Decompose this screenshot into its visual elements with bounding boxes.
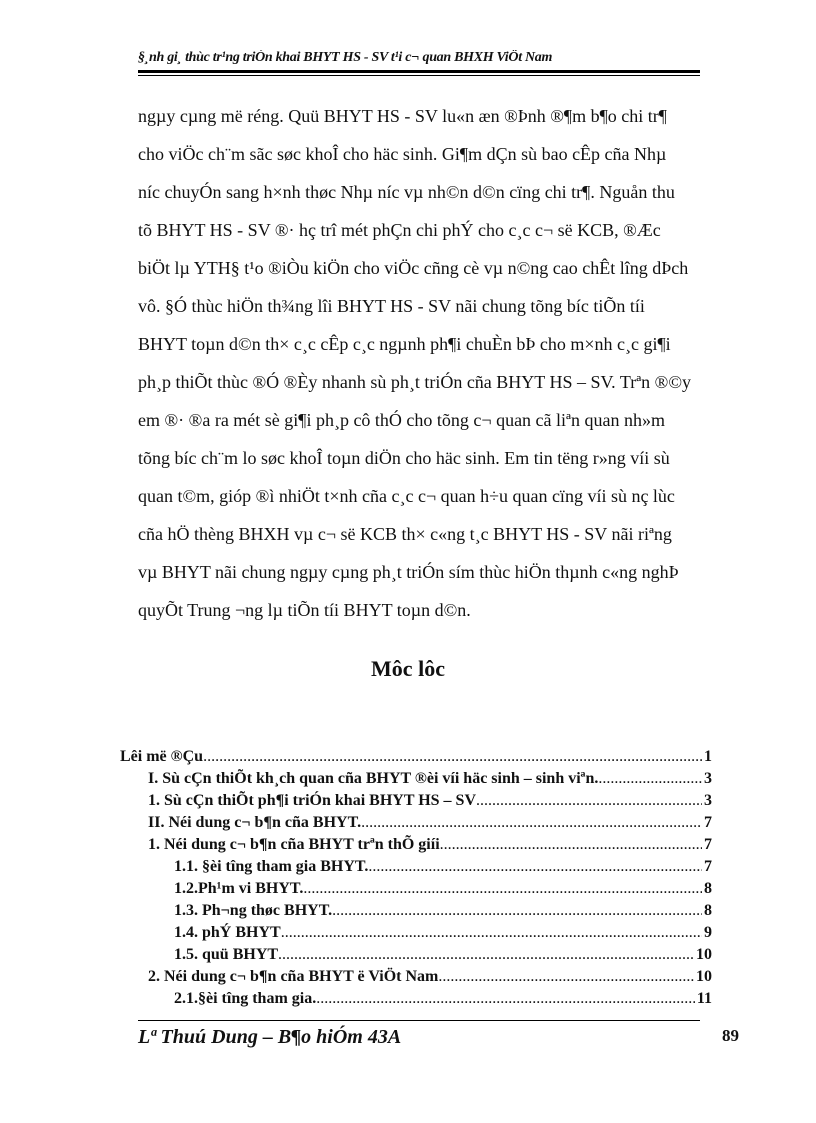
body-line: ngµy cµng më réng. Quü BHYT HS - SV lu«n æn ®Þnh ®¶m b¶o chi tr¶: [138, 106, 667, 126]
toc-entry-page: 10: [696, 946, 712, 963]
toc-entry[interactable]: [120, 768, 712, 790]
toc-entry-page: 7: [704, 814, 712, 831]
toc-entry[interactable]: [120, 834, 712, 856]
toc-entry-label: 1. Sù cÇn thiÕt ph¶i triÓn khai BHYT HS – SV: [148, 792, 476, 809]
toc-entry[interactable]: [120, 944, 712, 966]
running-title: §¸nh gi¸ thùc tr¹ng triÓn khai BHYT HS - SV t¹i c¬ quan BHXH ViÖt Nam: [138, 50, 553, 65]
toc-title: Môc lôc: [371, 656, 445, 681]
toc-entry-label: 1.2.Ph¹m vi BHYT.: [174, 880, 304, 897]
toc-entry-label: I. Sù cÇn thiÕt kh¸ch quan cña BHYT ®èi víi häc sinh – sinh viªn.: [148, 770, 599, 787]
toc-dot-leader: [303, 878, 702, 900]
toc-entry-page: 10: [696, 968, 712, 985]
body-line: cho viÖc ch¨m sãc søc khoÎ cho häc sinh. Gi¶m dÇn sù bao cÊp cña Nhµ: [138, 144, 667, 164]
footer-author: Lª Thuú Dung – B¶o hiÓm 43A: [138, 1026, 402, 1048]
toc-entry-page: 8: [704, 880, 712, 897]
toc-entry-page: 7: [704, 858, 712, 875]
toc-entry-label: 2.1.§èi tîng tham gia.: [174, 990, 317, 1007]
toc-dot-leader: [361, 812, 702, 834]
toc-entry-page: 1: [704, 748, 712, 765]
body-line: tõng bíc ch¨m lo søc khoÎ toµn diÖn cho häc sinh. Em tin tëng r»ng víi sù: [138, 448, 670, 468]
toc-dot-leader: [281, 922, 702, 944]
toc-entry[interactable]: [120, 966, 712, 988]
body-line: ph¸p thiÕt thùc ®Ó ®Èy nhanh sù ph¸t triÓn cña BHYT HS – SV. Trªn ®©y: [138, 372, 692, 392]
toc-entry-label: 2. Néi dung c¬ b¶n cña BHYT ë ViÖt Nam: [148, 968, 439, 985]
toc-dot-leader: [476, 790, 702, 812]
body-line: em ®· ®a ra mét sè gi¶i ph¸p cô thÓ cho tõng c¬ quan cã liªn quan nh»m: [138, 410, 665, 430]
body-line: níc chuyÓn sang h×nh thøc Nhµ níc vµ nh©n d©n cïng chi tr¶. Nguån thu: [138, 182, 675, 202]
body-line: tõ BHYT HS - SV ®· hç trî mét phÇn chi phÝ cho c¸c c¬ së KCB, ®Æc: [138, 220, 661, 240]
toc-dot-leader: [278, 944, 694, 966]
body-line: quyÕt Trung ¬ng lµ tiÕn tíi BHYT toµn d©n.: [138, 600, 471, 620]
body-line: biÖt lµ YTH§ t¹o ®iÒu kiÖn cho viÖc cñng cè vµ n©ng cao chÊt lîng dÞch: [138, 258, 689, 278]
body-line: BHYT toµn d©n th× c¸c cÊp c¸c ngµnh ph¶i chuÈn bÞ cho m×nh c¸c gi¶i: [138, 334, 671, 354]
toc-dot-leader: [332, 900, 702, 922]
toc-entry-label: 1.4. phÝ BHYT: [174, 924, 281, 941]
toc-dot-leader: [368, 856, 702, 878]
toc-entry-label: Lêi më ®Çu: [120, 748, 204, 765]
toc-entry-page: 8: [704, 902, 712, 919]
toc-entry[interactable]: [120, 988, 712, 1010]
toc-entry[interactable]: [120, 790, 712, 812]
toc-entry-page: 3: [704, 792, 712, 809]
toc-dot-leader: [316, 988, 695, 1010]
body-line: vµ BHYT nãi chung ngµy cµng ph¸t triÓn sím thùc hiÖn thµnh c«ng nghÞ: [138, 562, 679, 582]
header-rule-thick: [138, 70, 700, 73]
toc-entry-label: II. Néi dung c¬ b¶n cña BHYT.: [148, 814, 362, 831]
body-paragraph: [138, 97, 724, 629]
toc-entry[interactable]: [120, 746, 712, 768]
toc-entry-page: 9: [704, 924, 712, 941]
toc-entry-label: 1.3. Ph¬ng thøc BHYT.: [174, 902, 333, 919]
toc-dot-leader: [203, 746, 702, 768]
toc-entry[interactable]: [120, 856, 712, 878]
toc-entry-label: 1.5. quü BHYT: [174, 946, 279, 963]
table-of-contents: [120, 746, 712, 1010]
toc-entry-label: 1.1. §èi tîng tham gia BHYT.: [174, 858, 369, 875]
body-line: quan t©m, gióp ®ì nhiÖt t×nh cña c¸c c¬ quan h÷u quan cïng víi sù nç lùc: [138, 486, 675, 506]
toc-entry-page: 11: [696, 990, 712, 1007]
toc-entry[interactable]: [120, 922, 712, 944]
toc-entry-page: 3: [704, 770, 712, 787]
toc-entry[interactable]: [120, 900, 712, 922]
header-rule-thin: [138, 75, 700, 76]
page-header: [138, 50, 700, 76]
page-number: 89: [722, 1026, 739, 1045]
footer-rule: [138, 1020, 700, 1021]
toc-entry[interactable]: [120, 812, 712, 834]
toc-entry-label: 1. Néi dung c¬ b¶n cña BHYT trªn thÕ giíi: [148, 836, 440, 853]
toc-dot-leader: [440, 834, 702, 856]
toc-entry[interactable]: [120, 878, 712, 900]
toc-entry-page: 7: [704, 836, 712, 853]
body-line: cña hÖ thèng BHXH vµ c¬ së KCB th× c«ng t¸c BHYT HS - SV nãi riªng: [138, 524, 672, 544]
toc-dot-leader: [438, 966, 694, 988]
toc-dot-leader: [598, 768, 702, 790]
body-line: vô. §Ó thùc hiÖn th¾ng lîi BHYT HS - SV nãi chung tõng bíc tiÕn tíi: [138, 296, 645, 316]
